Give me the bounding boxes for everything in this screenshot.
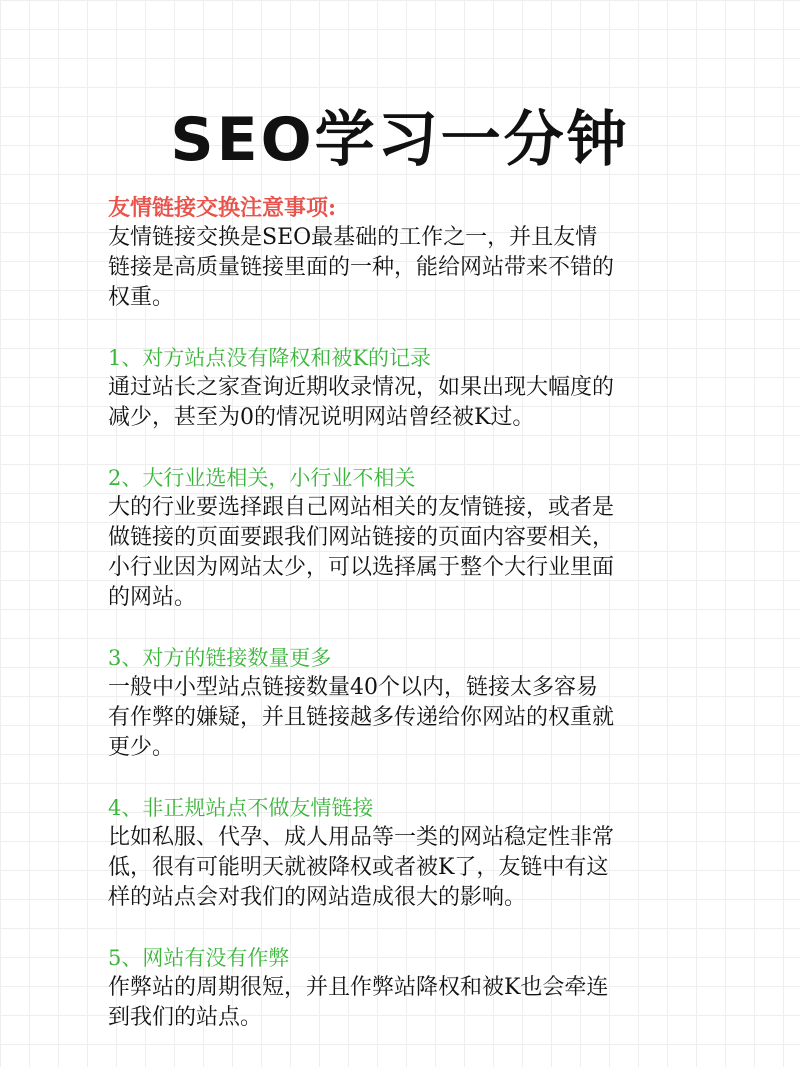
intro-heading: 友情链接交换注意事项: (108, 195, 337, 221)
intro-line: 友情链接交换是SEO最基础的工作之一，并且友情 (108, 225, 598, 250)
paragraph-line: 减少，甚至为0的情况说明网站曾经被K过。 (108, 405, 535, 430)
section-heading: 5、网站有没有作弊 (108, 946, 290, 970)
section-heading: 3、对方的链接数量更多 (108, 646, 332, 670)
paragraph-line: 低，很有可能明天就被降权或者被K了，友链中有这 (108, 855, 609, 880)
paragraph-line: 更少。 (108, 735, 175, 760)
tip-section-4 (108, 793, 708, 913)
tip-section-3 (108, 643, 708, 763)
intro-line: 链接是高质量链接里面的一种，能给网站带来不错的 (108, 255, 615, 280)
section-heading: 1、对方站点没有降权和被K的记录 (108, 346, 432, 370)
page-title: SEO学习一分钟 (170, 105, 630, 175)
paragraph-line: 做链接的页面要跟我们网站链接的页面内容要相关， (108, 525, 615, 550)
article-body (108, 193, 708, 1033)
paragraph-line: 一般中小型站点链接数量40个以内，链接太多容易 (108, 675, 598, 700)
tip-section-1 (108, 343, 708, 433)
paragraph-line: 有作弊的嫌疑，并且链接越多传递给你网站的权重就 (108, 705, 615, 730)
paragraph-line: 小行业因为网站太少，可以选择属于整个大行业里面 (108, 555, 615, 580)
intro-paragraph (108, 223, 708, 313)
paragraph-line: 作弊站的周期很短，并且作弊站降权和被K也会牵连 (108, 975, 609, 1000)
section-paragraph (108, 493, 708, 613)
section-paragraph (108, 673, 708, 763)
intro-line: 权重。 (108, 285, 175, 310)
section-paragraph (108, 373, 708, 433)
section-paragraph (108, 973, 708, 1033)
paragraph-line: 样的站点会对我们的网站造成很大的影响。 (108, 885, 527, 910)
tip-section-2 (108, 463, 708, 613)
section-heading: 4、非正规站点不做友情链接 (108, 796, 374, 820)
paragraph-line: 大的行业要选择跟自己网站相关的友情链接，或者是 (108, 495, 615, 520)
paragraph-line: 到我们的站点。 (108, 1005, 263, 1030)
paragraph-line: 比如私服、代孕、成人用品等一类的网站稳定性非常 (108, 825, 615, 850)
paragraph-line: 通过站长之家查询近期收录情况，如果出现大幅度的 (108, 375, 615, 400)
paragraph-line: 的网站。 (108, 585, 197, 610)
section-paragraph (108, 823, 708, 913)
section-heading: 2、大行业选相关，小行业不相关 (108, 466, 416, 490)
tip-section-5 (108, 943, 708, 1033)
